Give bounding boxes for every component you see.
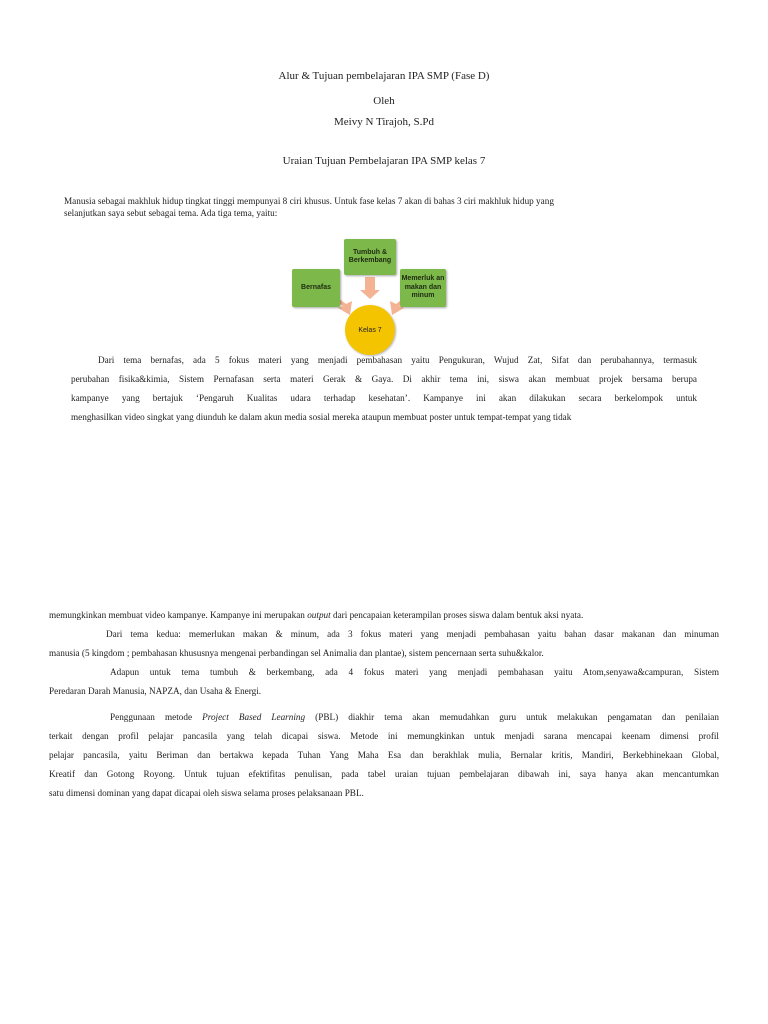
pbl-text-b: (PBL) diakhir tema akan memudahkan guru untuk melakukan pengamatan dan penilaian [305,712,719,722]
intro-paragraph [64,195,672,219]
paragraph-continuation [49,606,719,625]
continuation-text-a: memungkinkan membuat video kampanye. Kampanye ini merupakan [49,610,308,620]
author-name: Meivy N Tirajoh, S.Pd [334,116,434,128]
bernafas-line-1: Dari tema bernafas, ada 5 fokus materi yang menjadi pembahasan yaitu Pengukuran, Wujud Zat, Sifat dan perubahannya, termasuk [98,355,697,365]
continuation-italic: output [307,610,331,620]
pbl-text-a: Penggunaan metode [110,712,203,722]
makan-line-1: Dari tema kedua: memerlukan makan & minum, ada 3 fokus materi yang menjadi pembahasan yaitu bahan dasar makanan dan minuman [106,629,719,639]
diagram-box-bernafas: Bernafas [292,269,340,307]
paragraph-bernafas [71,351,697,427]
diagram-center-circle: Kelas 7 [345,305,395,355]
document-title: Alur & Tujuan pembelajaran IPA SMP (Fase D) [278,70,490,82]
makan-line-2: manusia (5 kingdom ; pembahasan khususnya mengenai perbandingan sel Animalia dan plantae), sistem pencernaan serta suhu&kalor. [49,648,544,658]
bernafas-line-4: menghasilkan video singkat yang diunduh ke dalam akun media sosial mereka ataupun membuat poster untuk tempat-tempat yang tidak [71,412,572,422]
pbl-italic: Project Based Learning [202,712,306,722]
arrow-down [360,277,380,299]
pbl-line-4: Kreatif dan Gotong Royong. Untuk tujuan efektifitas penulisan, pada tabel uraian tujuan pembelajaran dibawah ini, saya hanya akan mencantumkan [49,769,719,779]
diagram-box-tumbuh: Tumbuh & Berkembang [344,239,396,275]
theme-diagram [288,235,452,357]
pbl-line-2: terkait dengan profil pelajar pancasila yang telah dicapai siswa. Metode ini memungkinkan untuk menjadi sarana mencapai keenam dimensi profil [49,731,719,741]
paragraph-pbl [49,708,719,803]
bernafas-line-3: kampanye yang bertajuk ‘Pengaruh Kualitas udara terhadap kesehatan’. Kampanye ini akan dilakukan secara berkelompok untuk [71,393,697,403]
paragraph-tumbuh [49,663,719,701]
tumbuh-line-2: Peredaran Darah Manusia, NAPZA, dan Usaha & Energi. [49,686,262,696]
continuation-text-b: dari pencapaian keterampilan proses siswa dalam bentuk aksi nyata. [330,610,584,620]
paragraph-makan [49,625,719,663]
bernafas-line-2: perubahan fisika&kimia, Sistem Pernafasan serta materi Gerak & Gaya. Di akhir tema ini, siswa akan membuat projek bersama berupa [71,374,697,384]
section-subtitle: Uraian Tujuan Pembelajaran IPA SMP kelas 7 [282,155,486,167]
intro-line-1: Manusia sebagai makhluk hidup tingkat tinggi mempunyai 8 ciri khusus. Untuk fase kelas 7 akan di bahas 3 ciri makhluk hidup yang [64,196,554,206]
diagram-box-makan: Memerluk an makan dan minum [400,269,446,307]
pbl-line-5: satu dimensi dominan yang dapat dicapai oleh siswa selama proses pelaksanaan PBL. [49,788,364,798]
intro-line-2: selanjutkan saya sebut sebagai tema. Ada tiga tema, yaitu: [64,208,278,218]
by-label: Oleh [373,95,395,107]
tumbuh-line-1: Adapun untuk tema tumbuh & berkembang, ada 4 fokus materi yang menjadi pembahasan yaitu Atom,senyawa&campuran, Sistem [110,667,719,677]
pbl-line-3: pelajar pancasila, yaitu Beriman dan bertakwa kepada Tuhan Yang Maha Esa dan berakhlak mulia, Bernalar kritis, Mandiri, Berkebhinekaan Global, [49,750,719,760]
